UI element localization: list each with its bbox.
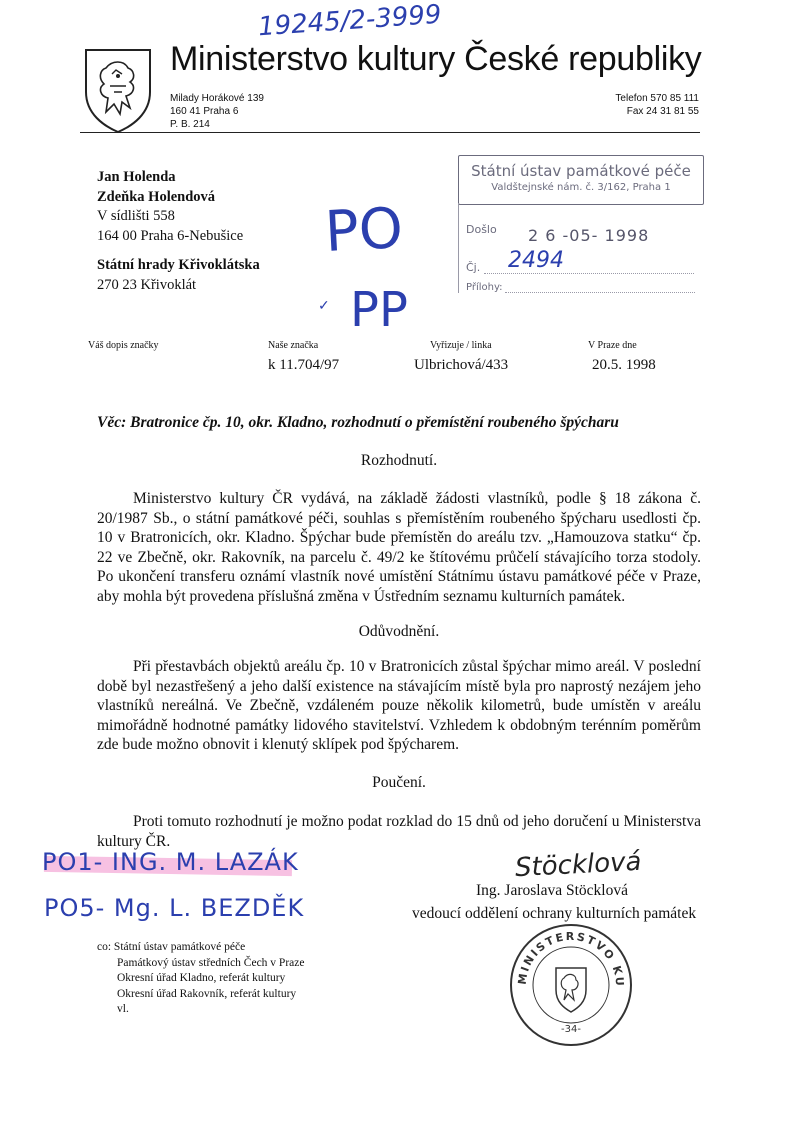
address-line: Milady Horákové 139 <box>170 93 264 104</box>
recipient-street: V sídlišti 558 <box>97 208 175 224</box>
section-title-instruction: Poučení. <box>372 774 426 791</box>
handwritten-note-po1: PO1- ING. M. LAZÁK <box>42 848 299 876</box>
recipient-name: Jan Holenda <box>97 169 176 185</box>
received-stamp-header <box>458 155 704 205</box>
date-value: 20.5. 1998 <box>592 357 656 373</box>
copy-recipient: Okresní úřad Kladno, referát kultury <box>117 972 286 984</box>
stamp-address: Valdštejnské nám. č. 3/162, Praha 1 <box>491 182 671 193</box>
handwritten-tick-icon: ✓ <box>318 299 330 314</box>
ministry-address <box>170 92 264 131</box>
letterhead-divider <box>80 132 700 133</box>
seal-ring-text: MINISTERSTVO KU <box>515 929 627 989</box>
ministry-contact <box>615 92 699 118</box>
recipient-block <box>97 168 260 295</box>
our-ref-value: k 11.704/97 <box>268 357 340 373</box>
phone-number: Telefon 570 85 111 <box>615 93 699 104</box>
handwritten-stamp-number: 2494 <box>508 248 564 273</box>
seal-number: -34- <box>561 1024 581 1035</box>
letterhead-title: Ministerstvo kultury České republiky <box>170 40 702 78</box>
copy-recipient: Památkový ústav středních Čech v Praze <box>117 956 305 969</box>
signature: Stöcklová <box>514 846 643 884</box>
stamp-received-date: 2 6 -05- 1998 <box>528 226 650 245</box>
copy-recipient: Okresní úřad Rakovník, referát kultury <box>117 987 297 1000</box>
stamp-received-label: Došlo <box>466 223 497 236</box>
handwritten-po-mark: PO <box>323 196 405 265</box>
recipient-name: Zdeňka Holendová <box>97 188 216 205</box>
date-label: V Praze dne <box>588 340 637 351</box>
recipient-city: 270 23 Křivoklát <box>97 276 197 293</box>
recipient-name: Státní hrady Křivoklátska <box>97 257 260 273</box>
subject-line: Věc: Bratronice čp. 10, okr. Kladno, rozhodnutí o přemístění roubeného špýcharu <box>97 414 619 431</box>
coat-of-arms-icon <box>82 46 154 134</box>
handwritten-note-po5: PO5- Mg. L. BEZDĚK <box>44 894 305 922</box>
decision-paragraph: Ministerstvo kultury ČR vydává, na základě žádosti vlastníků, podle § 18 zákona č. 20/1987 Sb., o státní památkové péči, souhlas s přemístěním roubeného špýcharu usedlosti čp. 10 v Bratronicích, okr. Kladno. Špýchar bude přemístěn do areálu tzv. „Hamouzova statku“ čp. 22 ve Zbečně, okr. Rakovník, na parcelu č. 49/2 ke štítovému průčelí stávajícího torza stodoly. Po ukončení transferu oznámí vlastník nové umístění Státnímu ústavu památkové péče v Praze, aby mohla být provedena příslušná změna v Ústředním seznamu kulturních památek. <box>97 490 701 605</box>
handwritten-pp-mark: PP <box>350 282 408 338</box>
stamp-dotted-line <box>505 292 695 293</box>
instruction-paragraph: Proti tomuto rozhodnutí je možno podat rozklad do 15 dnů od jeho doručení u Ministerstva kultury ČR. <box>97 813 701 850</box>
your-ref-label: Váš dopis značky <box>88 340 159 351</box>
section-title-justification: Odůvodnění. <box>358 623 440 640</box>
section-title-decision: Rozhodnutí. <box>360 452 438 469</box>
stamp-institution: Státní ústav památkové péče <box>471 162 691 180</box>
copies-list <box>97 940 304 1018</box>
justification-paragraph: Při přestavbách objektů areálu čp. 10 v Bratronicích zůstal špýchar mimo areál. V poslední době byl nezastřešený a jeho další existence na stávajícím místě byla pro naprostý nezájem jeho vlastníků nereálná. Ve Zbečně, vzdáleném pouze několik kilometrů, bude umístěn v areálu mimořádně hodnotné památky lidového stavitelství. Vzhledem k obdobným terénním poměrům zde bude možno obnovit i klenutý sklípek pod špýcharem. <box>97 658 701 754</box>
signatory-position: vedoucí oddělení ochrany kulturních památek <box>412 905 697 922</box>
stamp-dotted-line <box>484 273 694 274</box>
handwritten-reference: 19245/2-3999 <box>257 0 443 43</box>
handled-by-label: Vyřizuje / linka <box>430 340 492 351</box>
official-seal <box>506 920 636 1050</box>
address-line: P. B. 214 <box>170 119 210 130</box>
stamp-attachments-label: Přílohy: <box>466 282 503 293</box>
signatory-name: Ing. Jaroslava Stöcklová <box>476 882 628 899</box>
stamp-border <box>458 203 460 293</box>
our-ref-label: Naše značka <box>268 340 319 351</box>
copy-recipient: co: Státní ústav památkové péče <box>97 941 246 953</box>
stamp-number-label: Čj. <box>466 261 481 274</box>
copy-recipient: vl. <box>117 1003 129 1015</box>
handled-by-value: Ulbrichová/433 <box>414 357 509 373</box>
address-line: 160 41 Praha 6 <box>170 106 239 117</box>
recipient-city: 164 00 Praha 6-Nebušice <box>97 227 244 244</box>
fax-number: Fax 24 31 81 55 <box>626 106 699 117</box>
